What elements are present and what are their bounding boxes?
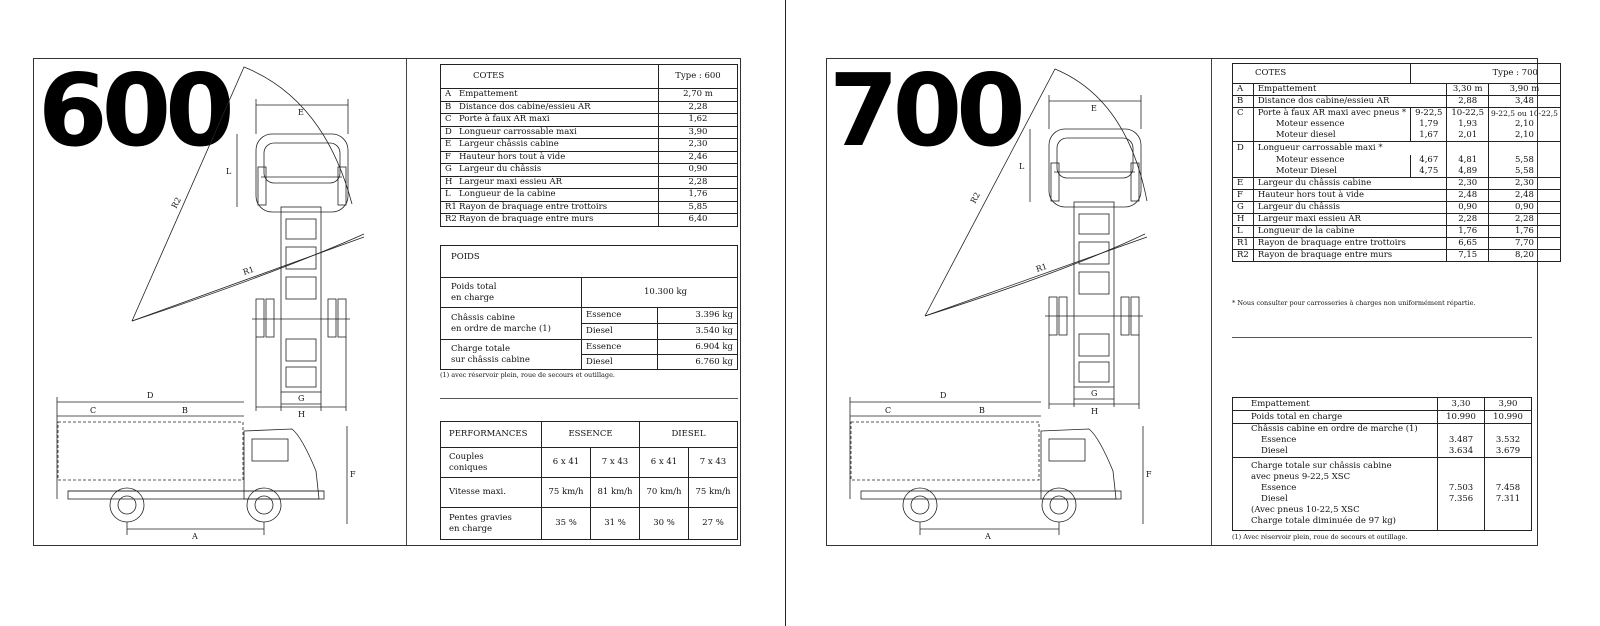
emp-value: 3,90 (1485, 398, 1532, 411)
dim-label-r1: R1 (1034, 261, 1049, 274)
row-value: 0,90 (1489, 202, 1561, 214)
row-value: 4,81 (1447, 155, 1489, 166)
charge-label-2: sur châssis cabine (451, 354, 530, 365)
table-row (1233, 238, 1561, 250)
row-value: 2,10 (1489, 130, 1561, 142)
dim-label-r1: R1 (241, 264, 256, 277)
row-label: Moteur diesel (1253, 130, 1410, 142)
pentes-label: Pentes gravies (449, 512, 512, 523)
row-label: Largeur du châssis (1253, 202, 1447, 214)
table-row (1233, 178, 1561, 190)
row-value: 3,30 m (1447, 84, 1489, 96)
row-label: Distance dos cabine/essieu AR (459, 101, 591, 112)
row-value: 2,70 m (659, 89, 738, 102)
table-row (1233, 190, 1561, 202)
avec-note: (Avec pneus 10-22,5 XSC (1233, 505, 1438, 516)
row-value: 2,28 (659, 101, 738, 114)
row-label: Rayon de braquage entre trottoirs (459, 201, 608, 212)
row-label-cell (441, 164, 659, 177)
row-code: L (1233, 226, 1254, 238)
star-footnote: * Nous consulter pour carrosseries à charges non uniformément répartie. (1232, 299, 1476, 307)
dim-label-r2: R2 (169, 195, 183, 210)
row-label: Longueur de la cabine (1253, 226, 1447, 238)
brochure-page-700 (826, 52, 1558, 546)
row-label: Longueur de la cabine (459, 189, 556, 200)
row-code: R1 (445, 201, 457, 212)
row-label-cell (441, 189, 659, 202)
table-row (1233, 250, 1561, 262)
row-label: Moteur essence (1253, 155, 1410, 166)
row-value: 2,28 (1489, 214, 1561, 226)
row-code: R1 (1233, 238, 1254, 250)
row-code: L (445, 189, 451, 200)
row-code: C (1233, 108, 1254, 120)
chassis-value: 3.679 (1485, 446, 1532, 458)
row-label: Largeur maxi essieu AR (459, 176, 563, 187)
perf-essence-header: ESSENCE (542, 422, 640, 448)
dim-label-h: H (298, 410, 305, 419)
dim-label-l: L (1019, 162, 1025, 171)
row-label: Longueur carrossable maxi * (1253, 142, 1447, 156)
row-code: A (445, 89, 452, 100)
poids-table (440, 245, 738, 370)
row-code: D (1233, 142, 1254, 156)
poids-total-label-2: en charge (451, 292, 495, 303)
row-label: Rayon de braquage entre murs (1253, 250, 1447, 262)
vitesse-value: 70 km/h (640, 478, 689, 508)
footnote: (1) avec réservoir plein, roue de secours et outillage. (440, 371, 615, 379)
dim-label-r2: R2 (968, 190, 982, 205)
chassis-value: 3.532 (1485, 435, 1532, 446)
row-value: 4,67 (1411, 155, 1447, 166)
row-label-cell (441, 151, 659, 164)
poids-title: POIDS (441, 246, 738, 278)
total-value: 10.990 (1438, 411, 1485, 424)
row-label: Longueur carrossable maxi (459, 126, 577, 137)
table-row (441, 189, 738, 202)
dim-label-l: L (226, 167, 232, 176)
dim-label-a: A (985, 532, 991, 541)
row-label-cell (441, 214, 659, 227)
truck-dimension-drawing (827, 52, 1211, 545)
row-value: 8,20 (1489, 250, 1561, 262)
row-value: 2,46 (659, 151, 738, 164)
couples-value: 6 x 41 (640, 448, 689, 478)
total-value: 10.990 (1485, 411, 1532, 424)
table-row (1233, 96, 1561, 108)
table-row (1233, 119, 1561, 130)
row-label: Rayon de braquage entre murs (459, 214, 594, 225)
row-value: 2,28 (659, 176, 738, 189)
row-value: 2,30 (1447, 178, 1489, 190)
row-value: 2,48 (1489, 190, 1561, 202)
row-label-cell (441, 126, 659, 139)
cotes-table (440, 64, 738, 227)
row-value: 2,01 (1447, 130, 1489, 142)
row-value: 2,30 (659, 139, 738, 152)
chassis-label-2: en ordre de marche (1) (451, 323, 551, 334)
row-code: A (1233, 84, 1254, 96)
dim-label-g: G (298, 394, 305, 403)
empty-cell (1233, 119, 1254, 130)
row-value: 2,10 (1489, 119, 1561, 130)
total-label: Poids total en charge (1233, 411, 1438, 424)
empty-cell (1233, 166, 1254, 178)
row-value: 2,30 (1489, 178, 1561, 190)
table-row (1233, 130, 1561, 142)
couples-value: 7 x 43 (591, 448, 640, 478)
table-row (441, 126, 738, 139)
row-label: Largeur du châssis cabine (1253, 178, 1447, 190)
row-code: R2 (1233, 250, 1254, 262)
row-label-cell (441, 114, 659, 127)
charge-value: 7.311 (1485, 494, 1532, 505)
row-label: Hauteur hors tout à vide (459, 151, 566, 162)
avec-note-2: Charge totale diminuée de 97 kg) (1233, 516, 1438, 531)
dim-label-e: E (1091, 104, 1097, 113)
row-value: 1,79 (1411, 119, 1447, 130)
row-value: 1,67 (1411, 130, 1447, 142)
row-label: Hauteur hors tout à vide (1253, 190, 1447, 202)
vitesse-value: 75 km/h (542, 478, 591, 508)
cotes-title: COTES (441, 65, 659, 89)
page-divider (785, 0, 786, 626)
dim-label-d: D (147, 391, 154, 400)
row-value: 4,75 (1411, 166, 1447, 178)
cotes-table (1232, 63, 1561, 262)
row-value: 2,28 (1447, 214, 1489, 226)
row-code: H (1233, 214, 1254, 226)
row-label: Distance dos cabine/essieu AR (1253, 96, 1447, 108)
table-row (441, 214, 738, 227)
model-number: 700 (829, 52, 1020, 169)
dim-label-d: D (940, 391, 947, 400)
row-value: 0,90 (659, 164, 738, 177)
charge-fuel-essence: Essence (582, 340, 658, 355)
pentes-value: 35 % (542, 508, 591, 540)
row-value: 1,93 (1447, 119, 1489, 130)
row-code: E (1233, 178, 1254, 190)
row-code: B (445, 101, 452, 112)
row-code: G (445, 164, 452, 175)
performances-table (440, 421, 738, 540)
table-row (1233, 202, 1561, 214)
dim-label-f: F (1146, 470, 1152, 479)
row-value: 1,62 (659, 114, 738, 127)
chassis-label: Châssis cabine en ordre de marche (1) (1233, 424, 1438, 436)
charge-label: Charge totale sur châssis cabine (1233, 458, 1438, 473)
dim-label-f: F (350, 470, 356, 479)
row-code: R2 (445, 214, 457, 225)
chassis-fuel: Essence (1233, 435, 1438, 446)
type-label: Type : 600 (659, 65, 738, 89)
row-value: 5,85 (659, 201, 738, 214)
row-label: Moteur essence (1253, 119, 1410, 130)
row-label-cell (441, 176, 659, 189)
table-row (441, 201, 738, 214)
poids-table (1232, 397, 1532, 531)
row-code: B (1233, 96, 1254, 108)
chassis-value: 3.634 (1438, 446, 1485, 458)
charge-fuel-diesel: Diesel (582, 355, 658, 370)
table-row (441, 164, 738, 177)
row-label: Empattement (459, 89, 518, 100)
row-value: 6,40 (659, 214, 738, 227)
row-label: Largeur du châssis (459, 164, 542, 175)
emp-label: Empattement (1233, 398, 1438, 411)
empty-cell (1233, 155, 1254, 166)
row-value: 4,89 (1447, 166, 1489, 178)
emp-value: 3,30 (1438, 398, 1485, 411)
row-code: H (445, 176, 453, 187)
turning-arc-r1 (925, 234, 1145, 316)
vitesse-value: 75 km/h (689, 478, 738, 508)
row-label: Porte à faux AR maxi avec pneus * (1253, 108, 1410, 120)
poids-total-label: Poids total (451, 281, 497, 292)
table-row (441, 176, 738, 189)
row-value: 0,90 (1447, 202, 1489, 214)
charge-label-2: avec pneus 9-22,5 XSC (1233, 472, 1438, 483)
dim-label-c: C (90, 406, 97, 415)
row-label-cell (441, 89, 659, 102)
chassis-label: Châssis cabine (451, 312, 516, 323)
table-row (1233, 226, 1561, 238)
dim-label-e: E (298, 108, 304, 117)
truck-dimension-drawing (34, 52, 406, 545)
table-row (1233, 214, 1561, 226)
charge-fuel: Essence (1233, 483, 1438, 494)
chassis-fuel-diesel: Diesel (582, 324, 658, 340)
brochure-page-600 (33, 52, 741, 546)
perf-title: PERFORMANCES (441, 422, 542, 448)
model-number: 600 (38, 52, 229, 169)
row-value: 5,58 (1489, 166, 1561, 178)
chassis-fuel: Diesel (1233, 446, 1438, 458)
row-label-cell (441, 201, 659, 214)
row-label: Largeur maxi essieu AR (1253, 214, 1447, 226)
chassis-value: 3.487 (1438, 435, 1485, 446)
tyre-header: 9-22,5 (1411, 108, 1447, 120)
empty-cell (1233, 130, 1254, 142)
charge-value-diesel: 6.760 kg (657, 355, 737, 370)
table-row (441, 151, 738, 164)
chassis-value-essence: 3.396 kg (657, 308, 737, 324)
chassis-value-diesel: 3.540 kg (657, 324, 737, 340)
row-code: E (445, 139, 452, 150)
pentes-label-2: en charge (449, 523, 493, 534)
couples-value: 7 x 43 (689, 448, 738, 478)
row-value: 3,90 (659, 126, 738, 139)
row-code: G (1233, 202, 1254, 214)
couples-value: 6 x 41 (542, 448, 591, 478)
row-label: Moteur Diesel (1253, 166, 1410, 178)
dim-label-b: B (979, 406, 985, 415)
tyre-header: 10-22,5 (1447, 108, 1489, 120)
row-code: F (445, 151, 451, 162)
row-label-cell (441, 139, 659, 152)
table-row (441, 139, 738, 152)
row-value: 2,48 (1447, 190, 1489, 202)
charge-value-essence: 6.904 kg (657, 340, 737, 355)
couples-label-2: coniques (449, 462, 488, 473)
dim-label-g: G (1091, 389, 1098, 398)
table-row (1233, 84, 1561, 96)
vitesse-label: Vitesse maxi. (441, 478, 542, 508)
poids-total-value: 10.300 kg (582, 278, 738, 308)
row-value: 2,88 (1447, 96, 1489, 108)
footnote: (1) Avec réservoir plein, roue de secours et outillage. (1232, 533, 1408, 541)
tyre-header: 9-22,5 ou 10-22,5 (1489, 108, 1561, 120)
perf-diesel-header: DIESEL (640, 422, 738, 448)
dim-label-b: B (182, 406, 188, 415)
row-label-cell (441, 101, 659, 114)
charge-value: 7.458 (1485, 483, 1532, 494)
dim-label-c: C (885, 406, 892, 415)
row-value: 3,48 (1489, 96, 1561, 108)
column-divider (406, 59, 407, 545)
row-value: 1,76 (659, 189, 738, 202)
row-value: 5,58 (1489, 155, 1561, 166)
column-divider (1211, 59, 1212, 545)
row-label: Porte à faux AR maxi (459, 114, 550, 125)
row-value: 1,76 (1447, 226, 1489, 238)
table-row (441, 114, 738, 127)
pentes-value: 30 % (640, 508, 689, 540)
charge-value: 7.503 (1438, 483, 1485, 494)
table-row (441, 101, 738, 114)
row-code: C (445, 114, 452, 125)
pentes-value: 27 % (689, 508, 738, 540)
row-value: 1,76 (1489, 226, 1561, 238)
pentes-value: 31 % (591, 508, 640, 540)
row-value: 6,65 (1447, 238, 1489, 250)
chassis-fuel-essence: Essence (582, 308, 658, 324)
row-value: 7,15 (1447, 250, 1489, 262)
couples-label: Couples (449, 451, 484, 462)
row-value: 7,70 (1489, 238, 1561, 250)
row-value: 3,90 m (1489, 84, 1561, 96)
charge-label: Charge totale (451, 343, 511, 354)
table-row (1233, 166, 1561, 178)
cotes-title: COTES (1233, 64, 1411, 84)
separator-line (440, 398, 738, 399)
row-label: Largeur châssis cabine (459, 139, 559, 150)
separator-line (1232, 337, 1532, 338)
dim-label-h: H (1091, 407, 1098, 416)
charge-fuel: Diesel (1233, 494, 1438, 505)
row-code: D (445, 126, 452, 137)
row-label: Rayon de braquage entre trottoirs (1253, 238, 1447, 250)
type-label: Type : 700 (1411, 64, 1561, 84)
table-row (441, 89, 738, 102)
vitesse-value: 81 km/h (591, 478, 640, 508)
table-row (1233, 155, 1561, 166)
dim-label-a: A (192, 532, 198, 541)
row-code: F (1233, 190, 1254, 202)
row-label: Empattement (1253, 84, 1447, 96)
turning-arc-r1 (132, 234, 364, 321)
charge-value: 7.356 (1438, 494, 1485, 505)
